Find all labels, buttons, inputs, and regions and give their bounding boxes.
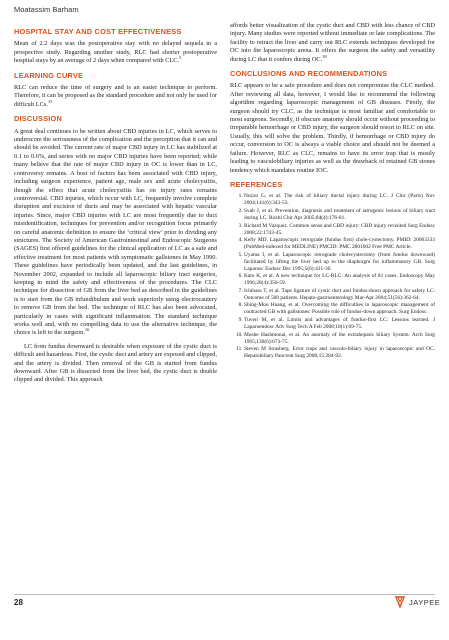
paragraph: RLC can reduce the time of surgery and is an easier technique to perform. Therefore, it can be proposed as the standard procedure and not only be used for difficult LCs.$^{15}$ (14, 84, 217, 108)
reference-item: 9. Tuveri M, et al. Limits and advantages of fundus-first LC: Lessons learned. J Laparoendosc Adv Surg Tech A Feb 2008;18(1):69-75. (244, 317, 435, 331)
citation: 16 (84, 327, 90, 333)
left-column (14, 22, 217, 390)
paragraph: RLC appears to be a safe procedure and does not compromise the CLC method. After reviewing all data, however, I would like to recommend the following algorithm regarding laparoscopic management of GB diseases. Firstly, the surgeon should try CLC, as the technique is most familiar and comfortable to most surgeons. Secondly, if obscure anatomy should occur without proceeding to irreparable hemorrhage or CBD injury, the surgeon should resort to RLC on site. Usually, this will solve the problem. Thirdly, if hemorrhage or CBD injury do occur, conversion to OC is always a viable choice and should not be deemed a failure. However, RLC as CLC, remains to have its error trap that is mostly leading to vasculobiliary injuries as well as the drawback of retained GB stones tendency which mandates routine IOC. (230, 82, 435, 174)
citation: 15 (47, 98, 53, 104)
citation: 18 (322, 53, 327, 59)
section-heading-conclusions: CONCLUSIONS AND RECOMMENDATIONS (230, 69, 388, 79)
paragraph: A great deal continues to be written about CBD injuries in LC, which serves to underscore the seriousness of the complication and the perception that it can and should be avoided. The current rate of major CBD injury in LC has stabilized at 0.1 to 0.6%, and series with no major CBD injuries have been reported; while many believe that the rate of major CBD injury in OC is lower than in LC, controversy remains. A host of factors has been associated with CBD injury, including surgeon experience, patient age, male sex and acute cholecystitis, though the effect that acute cholecystitis has on injury rates remains controversial. CBD injuries, which occur with LC, frequently involve complete disruption and excision of ducts and may be associated with hepatic vascular injuries. Since, major CBD injuries with LC are most frequently due to duct misidentification, techniques for prevention and/or recognition focus primarily on careful anatomic definition to ensure the ‘critical view’ prior to dividing any structures. The Society of American Gastrointestinal and Endoscopic Surgeons (SAGES) first offered guidelines for the clinical application of LC as a safe and effective treatment for most patients with symptomatic gallstones in May 1990. These guidelines have periodically been updated, and the last guidelines, in November 2002, expanded to include all laparoscopic biliary tract surgeries, keeping in mind the safety and effectiveness of the procedures. The CLC technique for dissection of GB from the liver bed as described in the guidelines is to start from the GB infundibulum and work superiorly using electrocautery to remove GB from the bed. The technique of RLC has also been advocated, particularly in cases with significant inflammation. The standard technique works well and, with no compelling data to use the alternative technique, the choice is left to the surgeon.$^{16}$ (14, 127, 217, 337)
reference-item: 11. Steven M Strasberg. Error traps and vasculo-biliary injury in laparoscopic and OC. Hepatobiliary Pancreat Surg 2008;15:284-92. (244, 346, 435, 360)
reference-item: 2. Svab J, et al. Prevention, diagnosis and treatment of iatrogenic lesions of biliary tract during LC. Rozhl Chir Apr 2005;84(4):176-81. (244, 208, 435, 222)
publisher-logo (394, 596, 440, 608)
reference-item: 7. Ichihara T, et al. Tape ligature of cystic duct and fundus-down approach for safety LC: Outcome of 500 patients. Hepato-gastroenterology Mar-Apr 2004;51(56):362-64. (244, 288, 435, 302)
section-heading-hospital-stay: HOSPITAL STAY AND COST EFFECTIVENESS (14, 27, 182, 36)
publisher-name: JAYPEE (409, 597, 441, 607)
running-header-author: Moatassim Barham (14, 5, 79, 14)
reference-item: 5. Uyama I, et al. Laparoscopic retrograde cholecystectomy (from fundus downward) facilitated by lifting the liver bed up to the diaphragm for inflammatory GB. Surg Laparosc Endosc Dec 1995;5(6):431-36. (244, 252, 435, 273)
reference-item: 8. Shing-Moo Huang, et al. Overcoming the difficulties in laparoscopic management of contracted GB with gallstones: Possible role of fundus-down approach. Surg Endosc. (244, 302, 435, 316)
right-column (230, 22, 435, 361)
section-heading-references: REFERENCES (230, 179, 283, 189)
reference-item: 10. Moshe Hashmonai, et al. An anomaly of the extrahepatic biliary System. Arch Surg 1995;130(6):673-75. (244, 332, 435, 346)
section-heading-learning-curve: LEARNING CURVE (14, 70, 84, 80)
jaypee-logo-icon (394, 596, 406, 608)
section-heading-discussion: DISCUSSION (14, 114, 62, 124)
footer-divider (14, 594, 435, 595)
reference-list (230, 193, 435, 360)
reference-item: 3. Richard M Vazquez. Common sense and CBD injury: CBD injury revisited Surg Endosc 2008;22:1743-45. (244, 223, 435, 237)
citation: 5 (179, 55, 182, 61)
paragraph: LC from fundus downward is desirable when exposure of the cystic duct is difficult and hazardous. First, the cystic duct and artery are exposed and clipped, and the artery is divided. Then removal of the GB is started from fundus downward. After GB is dissected from the liver bed, the cystic duct is double clipped and divided. This approach (14, 342, 217, 384)
paragraph: affords better visualization of the cystic duct and CBD with less chance of CBD injury. Many studies were reported without immediate or late complications. The facility to retract the liver and carry out RLC extends techniques developed for OC into the laparoscopic arena. It offers the surgeon the safety and versatility during LC that it confers during OC.$^{18}$ (230, 22, 435, 63)
page-number: 28 (14, 598, 23, 607)
reference-item: 4. Kelly MD. Laparoscopic retrograde (fundus first) chole-cystectomy. PMID: 20003333 (PubMed-indexed for MEDLINE) PMCID: PMC 2801602 Free PMC Article. (244, 237, 435, 251)
reference-item: 6. Kato K, et al. A new technique for LC-RLC: An analysis of 81 cases. Endoscopy May 1996;28(4):356-59. (244, 273, 435, 287)
paragraph: Mean of 2.2 days was the postoperative stay with no delayed sequela in a prospective study. Regarding another study, RLC had shorter postoperative hospital stays by an average of 2 days when compared with CLC.$^5$ (14, 40, 217, 65)
reference-item: 1. Nuzzo G, et al. The risk of biliary ductal injury during LC. J Chir (Paris) Nov 2004;141(6):343-53. (244, 193, 435, 207)
